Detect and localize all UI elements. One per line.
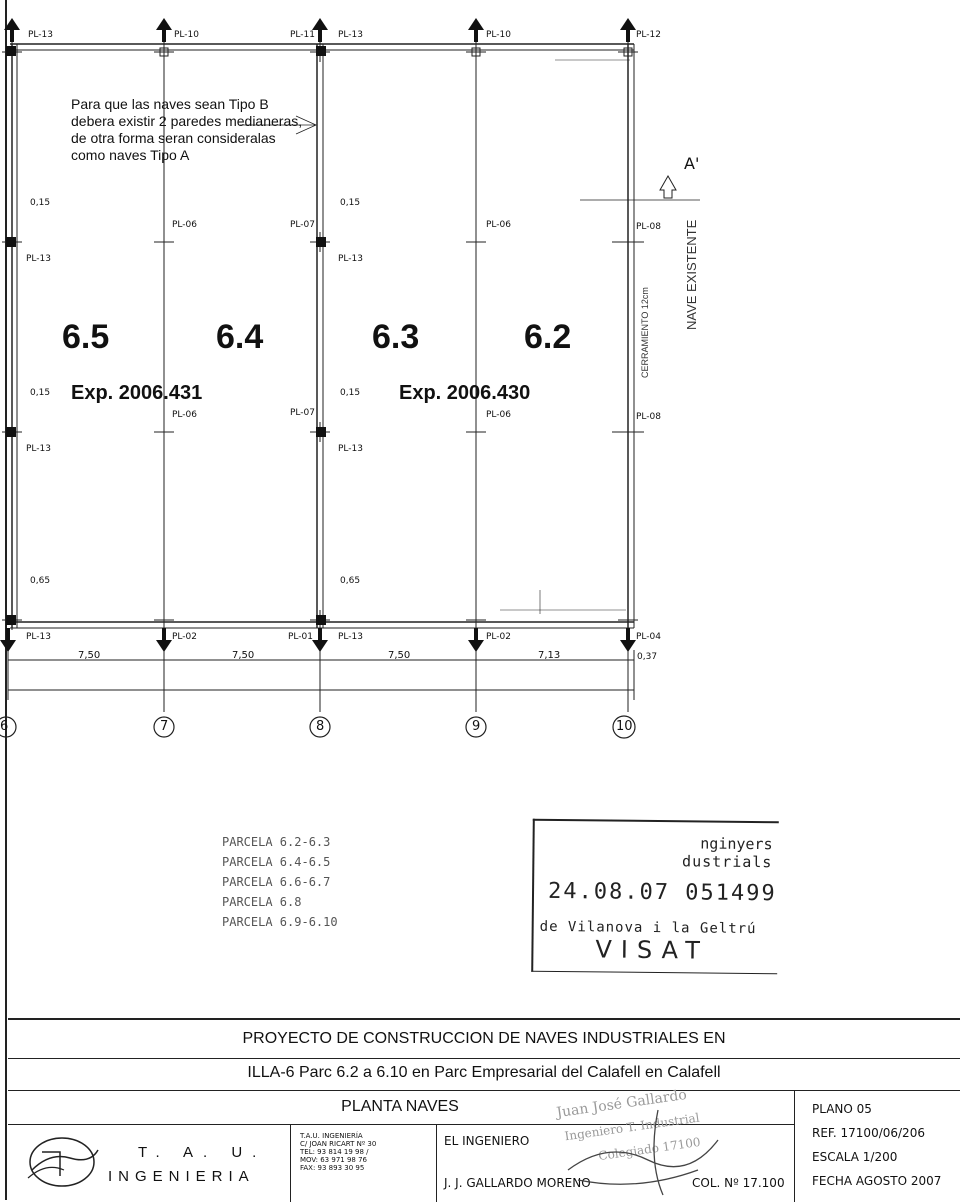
engineer-label: EL INGENIERO: [444, 1134, 530, 1148]
axis-number: 8: [316, 719, 325, 734]
signature-mark: [548, 1100, 728, 1200]
stamp-line2: dustrials: [681, 852, 773, 872]
contact-line: T.A.U. INGENIERÍA: [300, 1132, 363, 1140]
dimension-label: 7,50: [232, 650, 255, 661]
visat-stamp: [531, 819, 779, 975]
parcela-item: PARCELA 6.8: [222, 895, 302, 909]
parcela-item: PARCELA 6.4-6.5: [222, 855, 331, 869]
offset-label: 0,15: [30, 388, 51, 398]
dimension-label: 7,50: [78, 650, 101, 661]
pillar-label: PL-06: [172, 220, 197, 230]
pillar-label: PL-13: [28, 30, 53, 40]
pillar-label: PL-02: [486, 632, 511, 642]
stamp-visat: VISAT: [595, 935, 709, 965]
reference: REF. 17100/06/206: [812, 1126, 925, 1140]
engineer-name: J. J. GALLARDO MORENO: [444, 1176, 591, 1190]
offset-label: 0,15: [30, 198, 51, 208]
tau-logo-icon: [20, 1132, 104, 1192]
company-name: T. A. U.: [138, 1144, 267, 1161]
company-name-2: INGENIERIA: [108, 1168, 255, 1185]
contact-block: [300, 1132, 376, 1172]
contact-line: C/ JOAN RICART Nº 30: [300, 1140, 377, 1148]
parcela-item: PARCELA 6.6-6.7: [222, 875, 331, 889]
signature-stamp-line: Colegiado 17100: [597, 1134, 702, 1164]
pillar-label: PL-12: [636, 30, 661, 40]
pillar-label: PL-13: [338, 632, 363, 642]
pillar-label: PL-13: [26, 254, 51, 264]
dimension-label: 7,50: [388, 650, 411, 661]
parcel-label-6-4: 6.4: [216, 318, 264, 356]
pillar-label: PL-13: [26, 444, 51, 454]
axis-number: 6: [0, 719, 9, 734]
pillar-label: PL-13: [338, 254, 363, 264]
nave-existente-label: NAVE EXISTENTE: [684, 219, 699, 330]
pillar-label: PL-11: [290, 30, 315, 40]
offset-label: 0,65: [340, 576, 361, 586]
title-line-1: PROYECTO DE CONSTRUCCION DE NAVES INDUSTRIALES EN: [242, 1030, 726, 1047]
title-line-3: PLANTA NAVES: [341, 1098, 459, 1115]
stamp-line3: de Vilanova i la Geltrú: [539, 918, 757, 938]
stamp-line1: nginyers: [700, 834, 773, 854]
offset-label: 0,15: [340, 198, 361, 208]
pillar-label: PL-07: [290, 220, 315, 230]
date: FECHA AGOSTO 2007: [812, 1174, 942, 1188]
pillar-label: PL-08: [636, 222, 661, 232]
pillar-label: PL-13: [26, 632, 51, 642]
signature-stamp-line: Ingeniero T. Industrial: [563, 1110, 701, 1144]
col-number: COL. Nº 17.100: [692, 1176, 785, 1190]
contact-line: MOV: 63 971 98 76: [300, 1156, 367, 1164]
contact-line: FAX: 93 893 30 95: [300, 1164, 365, 1172]
plano-number: PLANO 05: [812, 1102, 872, 1116]
offset-label: 0,15: [340, 388, 361, 398]
parcela-item: PARCELA 6.2-6.3: [222, 835, 331, 849]
contact-line: TEL: 93 814 19 98 /: [300, 1148, 369, 1156]
pillar-label: PL-06: [172, 410, 197, 420]
pillar-label: PL-13: [338, 444, 363, 454]
pillar-label: PL-04: [636, 632, 661, 642]
dimension-label: 7,13: [538, 650, 561, 661]
pillar-label: PL-06: [486, 410, 511, 420]
pillar-label: PL-06: [486, 220, 511, 230]
offset-label: 0,65: [30, 576, 51, 586]
pillar-label: PL-10: [174, 30, 199, 40]
axis-number: 9: [472, 719, 481, 734]
dimension-label: 0,37: [637, 652, 658, 662]
pillar-label: PL-07: [290, 408, 315, 418]
parcel-label-6-5: 6.5: [62, 318, 110, 356]
exp-label-431: Exp. 2006.431: [71, 382, 203, 404]
section-mark-label: A': [684, 154, 700, 173]
parcela-item: PARCELA 6.9-6.10: [222, 915, 338, 929]
parcel-label-6-2: 6.2: [524, 318, 572, 356]
cerramiento-label: CERRAMIENTO 12cm: [640, 287, 650, 378]
pillar-label: PL-10: [486, 30, 511, 40]
title-line-2: ILLA-6 Parc 6.2 a 6.10 en Parc Empresarial del Calafell en Calafell: [247, 1064, 721, 1081]
exp-label-430: Exp. 2006.430: [399, 382, 531, 404]
axis-number: 10: [616, 719, 633, 734]
axis-number: 7: [160, 719, 169, 734]
pillar-label: PL-01: [288, 632, 313, 642]
stamp-number: 24.08.07 051499: [547, 878, 777, 907]
signature-stamp-line: Juan José Gallardo: [555, 1086, 688, 1122]
parcela-list: [222, 832, 338, 932]
pillar-label: PL-08: [636, 412, 661, 422]
scale: ESCALA 1/200: [812, 1150, 898, 1164]
pillar-label: PL-13: [338, 30, 363, 40]
title-block: [8, 1018, 960, 1202]
tipo-b-note: Para que las naves sean Tipo B debera existir 2 paredes medianeras, de otra forma seran consideralas como naves Tipo A: [71, 96, 303, 163]
parcel-label-6-3: 6.3: [372, 318, 420, 356]
pillar-label: PL-02: [172, 632, 197, 642]
